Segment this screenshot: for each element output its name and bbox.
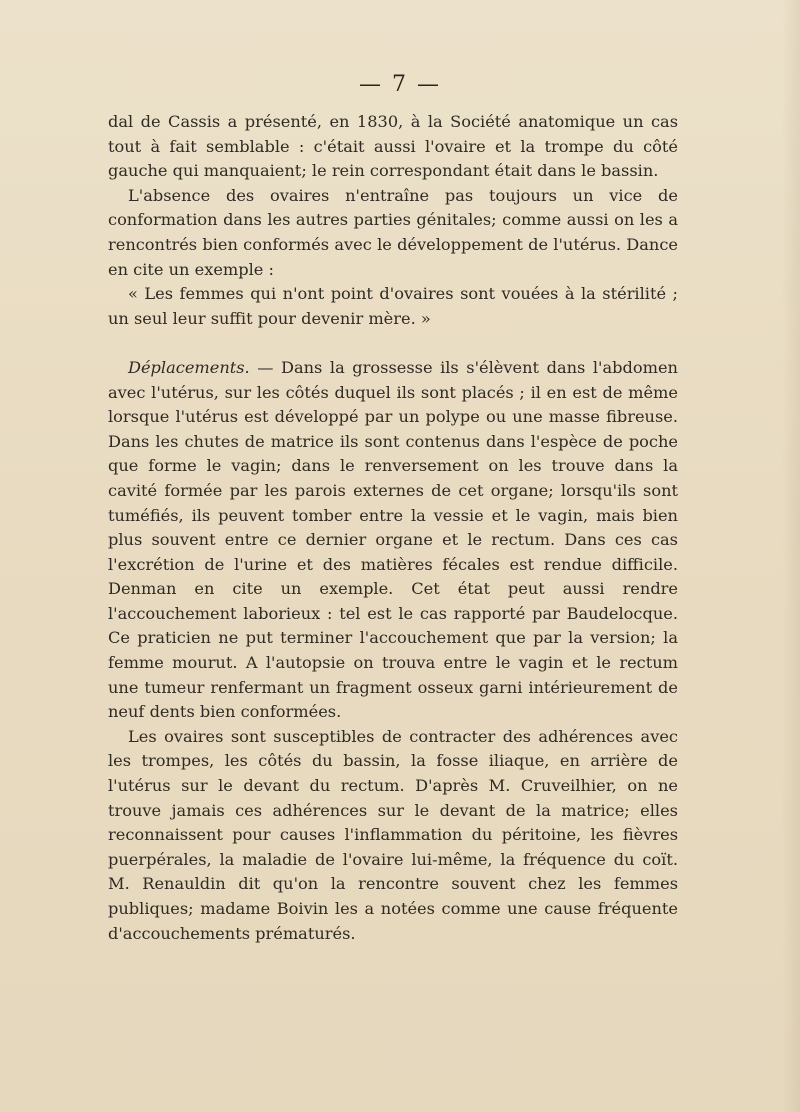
paragraph-5: Les ovaires sont susceptibles de contracter des adhérences avec les trompes, les côtés du bassin, la fosse iliaque, en arrière de l'utérus sur le devant du rectum. D'après M. Cruveilhier, on ne trouve jamais ces adhérences sur le devant de la matrice; elles reconnaissent pour causes l'inflammation du péritoine, les fièvres puerpérales, la maladie de l'ovaire lui-même, la fréquence du coït. M. Renauldin dit qu'on la rencontre souvent chez les femmes publiques; madame Boivin les a notées comme une cause fréquente d'accouchements prématurés. [108,726,678,943]
body-text [108,110,678,946]
section-heading-deplacements: Déplacements. [128,357,250,377]
paragraph-4 [108,356,678,725]
paragraph-1: dal de Cassis a présenté, en 1830, à la Société anatomique un cas tout à fait semblable : c'était aussi l'ovaire et la trompe du côté gauche qui manquaient; le rein correspondant était dans le bassin. [108,112,678,181]
page-number: — 7 — [359,72,441,97]
paragraph-2: L'absence des ovaires n'entraîne pas toujours un vice de conformation dans les autres parties génitales; comme aussi on les a rencontrés bien conformés avec le développement de l'utérus. Dance en cite un exemple : [108,185,678,279]
page-edge-shadow [782,0,800,1112]
paragraph-4-text: — Dans la grossesse ils s'élèvent dans l'abdomen avec l'utérus, sur les côtés duquel ils sont placés ; il en est de même lorsque l'utérus est développé par un polype ou une masse fibreuse. Dans les chutes de matrice ils sont contenus dans l'espèce de poche que forme le vagin; dans le renversement on les trouve dans la cavité formée par les parois externes de cet organe; lorsqu'ils sont tuméfiés, ils peuvent tomber entre la vessie et le vagin, mais bien plus souvent entre ce dernier organe et le rectum. Dans ces cas l'excrétion de l'urine et des matières fécales est rendue difficile. Denman en cite un exemple. Cet état peut aussi rendre l'accouchement laborieux : tel est le cas rapporté par Baudelocque. Ce praticien ne put terminer l'accouchement que par la version; la femme mourut. A l'autopsie on trouva entre le vagin et le rectum une tumeur renfermant un fragment osseux garni intérieurement de neuf dents bien conformées. [108,357,678,722]
paragraph-3-quote: « Les femmes qui n'ont point d'ovaires sont vouées à la stérilité ; un seul leur suffit pour devenir mère. » [108,284,678,328]
